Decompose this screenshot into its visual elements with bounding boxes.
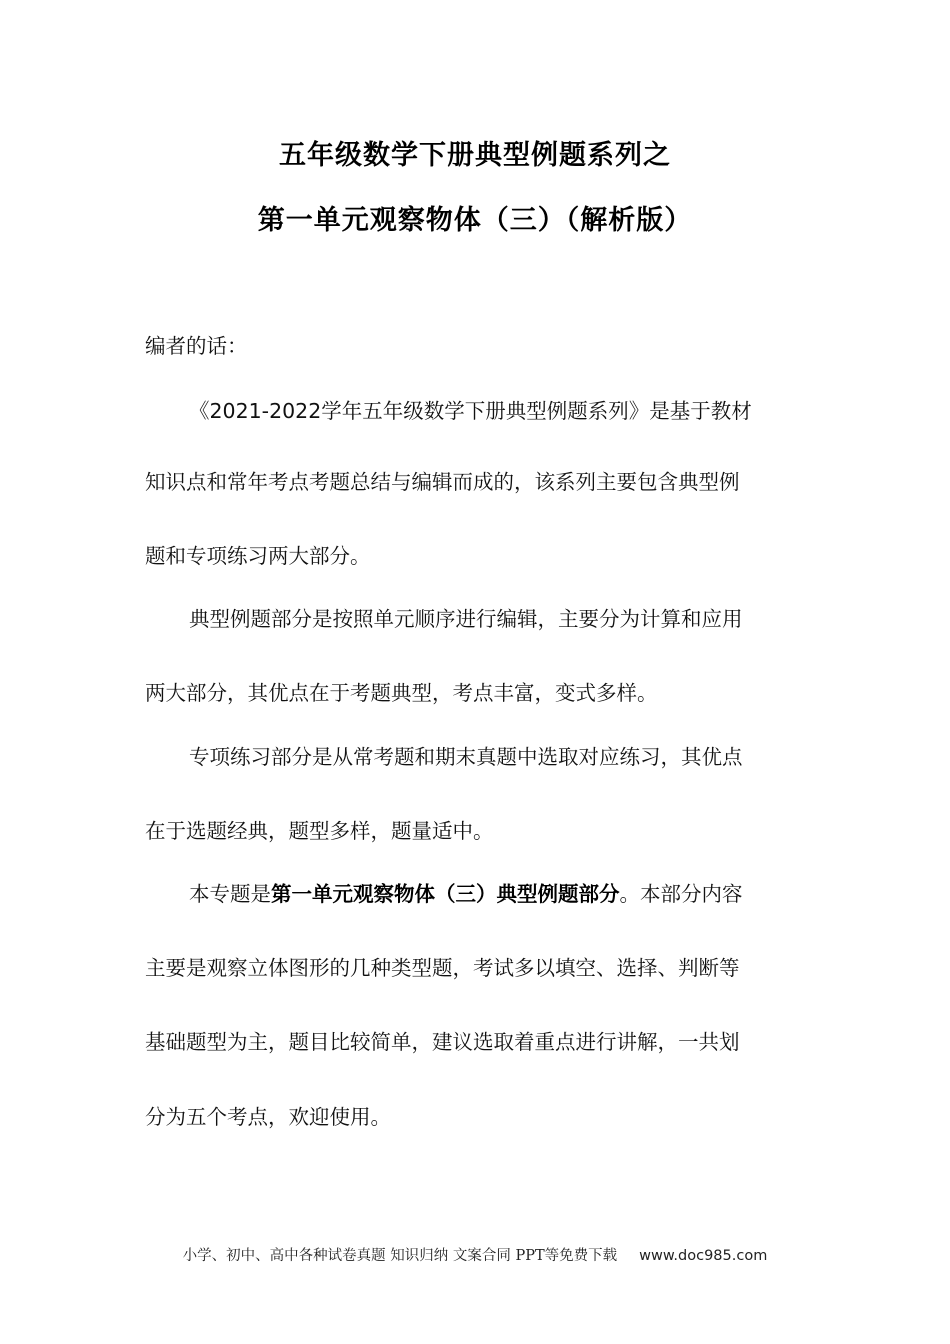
paragraph-1-line-1: 《2021-2022学年五年级数学下册典型例题系列》是基于教材: [189, 399, 752, 423]
paragraph-4-line-3: 基础题型为主，题目比较简单，建议选取着重点进行讲解，一共划: [145, 1030, 740, 1054]
paragraph-3-line-2: 在于选题经典，题型多样，题量适中。: [145, 819, 494, 843]
paragraph-4-prefix: 本专题是: [189, 882, 271, 906]
footer-text: 小学、初中、高中各种试卷真题 知识归纳 文案合同 PPT等免费下载: [182, 1248, 618, 1264]
editor-note-label: 编者的话：: [145, 334, 248, 358]
paragraph-3-line-1: 专项练习部分是从常考题和期末真题中选取对应练习，其优点: [189, 745, 743, 769]
paragraph-4-suffix: 。本部分内容: [619, 882, 743, 906]
paragraph-4-bold-topic: 第一单元观察物体（三）典型例题部分: [271, 882, 620, 906]
paragraph-4-line-2: 主要是观察立体图形的几种类型题，考试多以填空、选择、判断等: [145, 956, 740, 980]
paragraph-1-line-2: 知识点和常年考点考题总结与编辑而成的，该系列主要包含典型例: [145, 470, 740, 494]
paragraph-1-line-3: 题和专项练习两大部分。: [145, 544, 371, 568]
paragraph-2-line-1: 典型例题部分是按照单元顺序进行编辑，主要分为计算和应用: [189, 607, 743, 631]
document-title-line1: 五年级数学下册典型例题系列之: [279, 140, 671, 171]
document-title-line2: 第一单元观察物体（三）（解析版）: [257, 205, 693, 236]
paragraph-4-line-1: [189, 881, 805, 907]
paragraph-2-line-2: 两大部分，其优点在于考题典型，考点丰富，变式多样。: [145, 681, 658, 705]
paragraph-4-line-4: 分为五个考点，欢迎使用。: [145, 1105, 391, 1129]
footer-site-link[interactable]: www.doc985.com: [639, 1248, 768, 1264]
page-footer: [0, 1244, 950, 1265]
